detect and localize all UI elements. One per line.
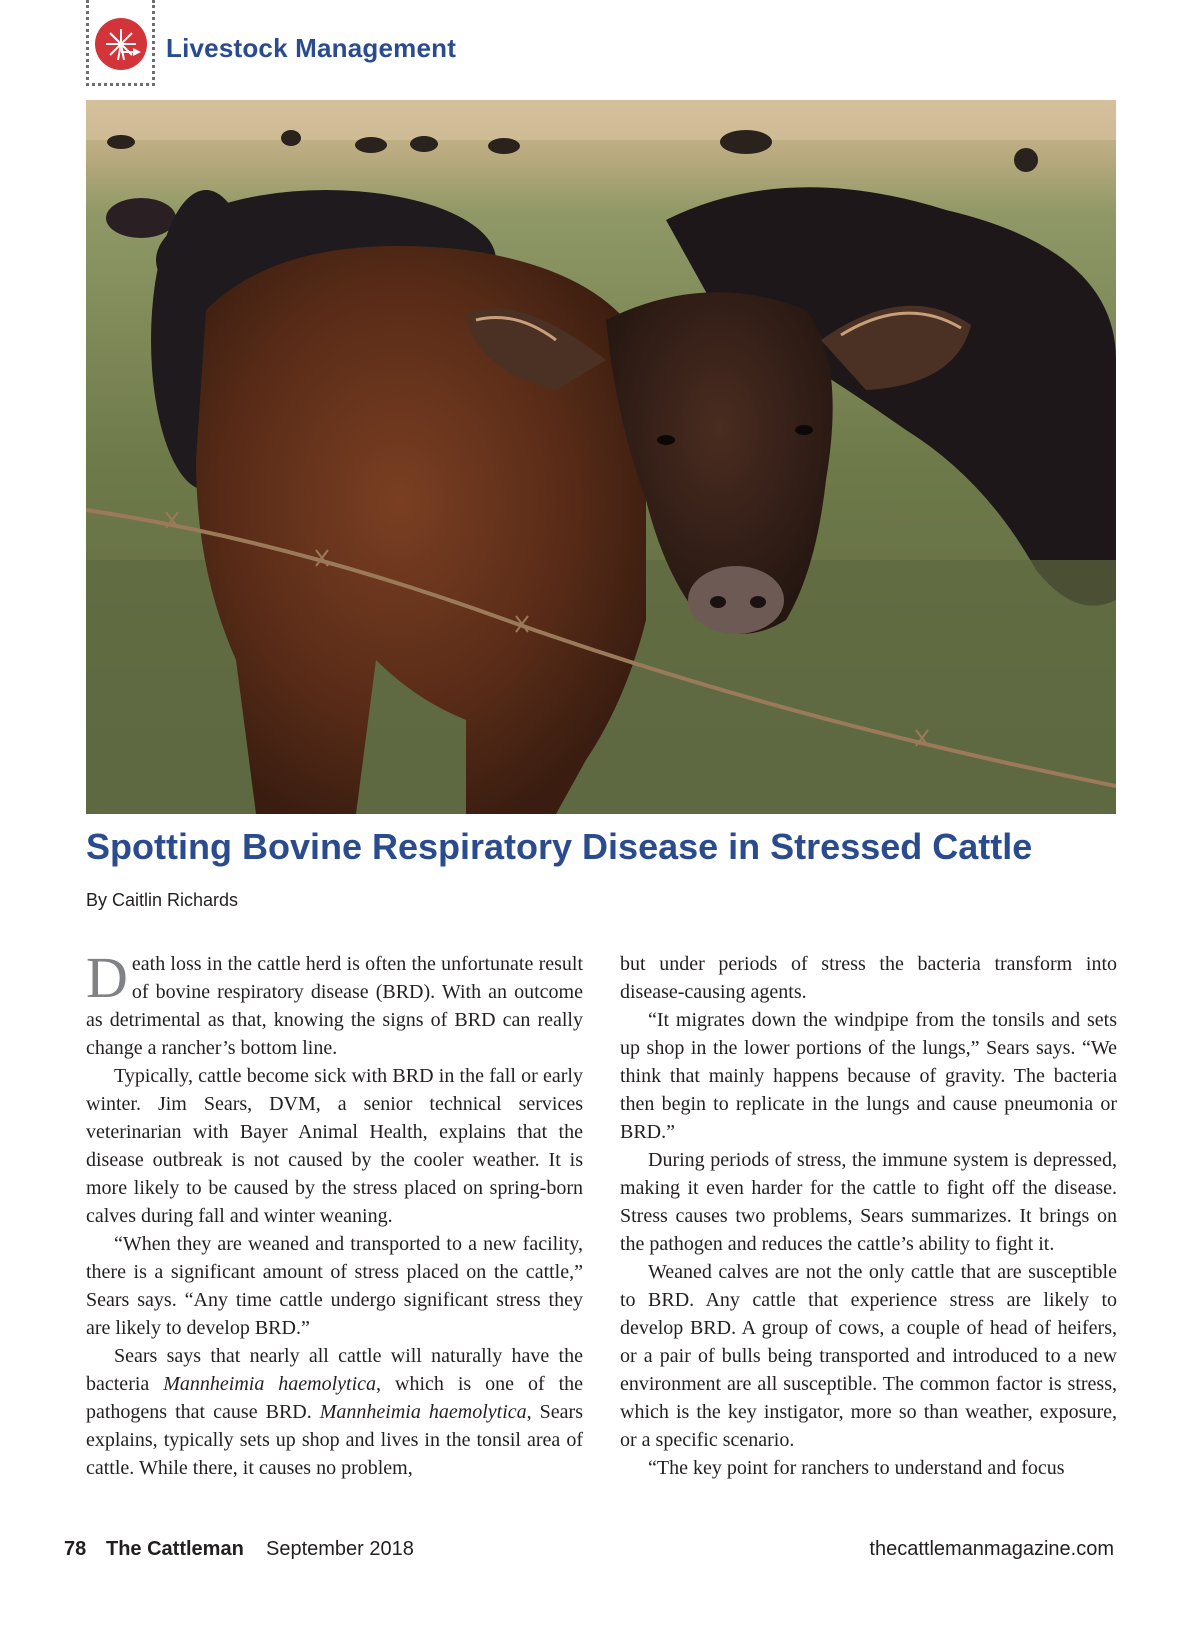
article-column-left [86,945,584,1482]
article-paragraph: Typically, cattle become sick with BRD in the fall or early winter. Jim Sears, DVM, a senior technical services veterinarian with Bayer Animal Health, explains that the disease outbreak is not caused by the cooler weather. It is more likely to be caused by the stress placed on spring-born calves during fall and winter weaning. [86,1065,583,1227]
drop-cap: D [86,945,128,1010]
paragraph-text: eath loss in the cattle herd is often the unfortunate result of bovine respiratory disease (BRD). With an outcome as detrimental as that, knowing the signs of BRD can really change a rancher’s bottom line. [86,953,583,1059]
paragraph-text: Sears says that nearly all cattle will naturally have the bacteria [86,1345,583,1395]
section-badge [86,0,155,86]
species-name: Mannheimia haemolytica [319,1401,527,1423]
article-paragraph: but under periods of stress the bacteria transform into disease-causing agents. [620,953,1117,1003]
article-title: Spotting Bovine Respiratory Disease in Stressed Cattle [86,826,1033,867]
article-paragraph [86,945,583,1062]
byline: By Caitlin Richards [86,890,239,910]
windmill-icon [89,0,158,86]
article-paragraph [86,1342,583,1482]
website-link[interactable]: thecattlemanmagazine.com [869,1538,1114,1560]
article-paragraph: During periods of stress, the immune system is depressed, making it even harder for the cattle to fight off the disease. Stress causes two problems, Sears summarizes. It brings on the pathogen and reduces the cattle’s ability to fight it. [620,1149,1117,1255]
section-title: Livestock Management [166,33,457,63]
species-name: Mannheimia haemolytica [163,1373,377,1395]
publication-name: The Cattleman [106,1538,244,1560]
page-footer [0,1538,1200,1568]
article-paragraph: “It migrates down the windpipe from the tonsils and sets up shop in the lower portions of the lungs,” Sears says. “We think that mainly happens because of gravity. The bacteria then begin to replicate in the lungs and cause pneumonia or BRD.” [620,1009,1117,1143]
cattle-photo [86,100,1116,814]
paragraph-text: , Sears explains, typically sets up shop and lives in the tonsil area of cattle. While there, it causes no problem, [86,1401,583,1479]
article-paragraph: “The key point for ranchers to understand and focus [648,1457,1065,1479]
issue-date: September 2018 [266,1538,414,1560]
paragraph-text: , which is one of the pathogens that cause BRD. [86,1373,584,1423]
page-number: 78 [64,1538,87,1560]
article-paragraph: Weaned calves are not the only cattle that are susceptible to BRD. Any cattle that experience stress are likely to develop BRD. A group of cows, a couple of head of heifers, or a pair of bulls being transported and introduced to a new environment are all susceptible. The common factor is stress, which is the key instigator, more so than weather, exposure, or a specific scenario. [620,1261,1117,1451]
article-column-right [620,950,1117,1482]
article-paragraph: “When they are weaned and transported to a new facility, there is a significant amount of stress placed on the cattle,” Sears says. “Any time cattle undergo significant stress they are likely to develop BRD.” [86,1233,583,1339]
